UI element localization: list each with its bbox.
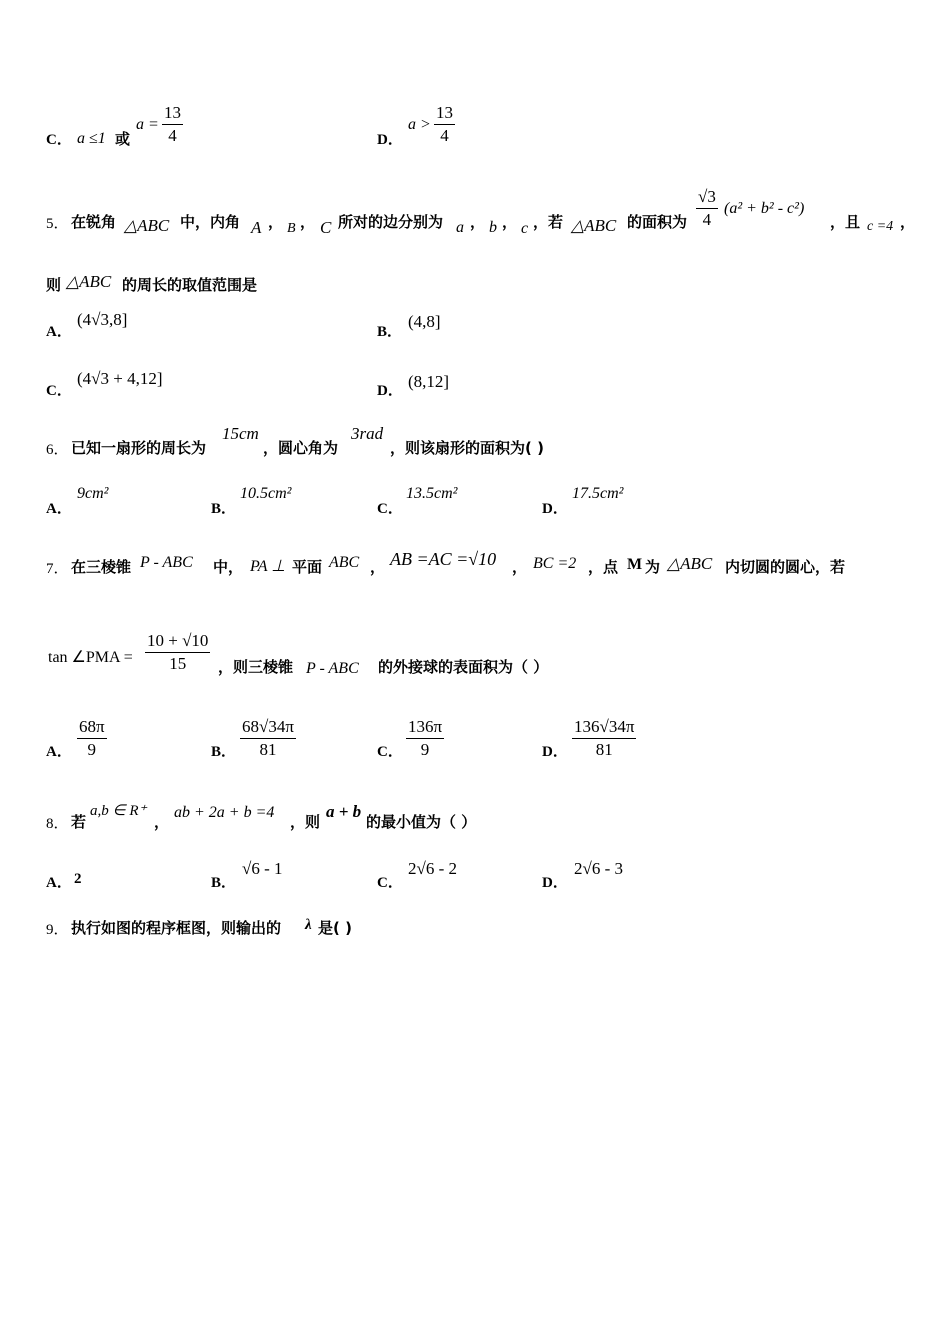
option-label: C． — [46, 132, 72, 148]
math-var: A — [251, 218, 262, 237]
question-text: 的周长的取值范围是 — [122, 276, 258, 294]
question-text: 的外接球的表面积为（ ） — [378, 658, 549, 676]
option-fraction: $\frac{68√34\pi}{81}$ — [242, 717, 294, 759]
math-var: b — [489, 219, 497, 236]
math-expr: ab + 2a + b =4 — [174, 804, 275, 821]
question-text: ，则三棱锥 — [218, 658, 294, 676]
option-expr: a > — [408, 116, 431, 133]
option-fraction: $\frac{13}{4}$ — [436, 103, 453, 145]
question-number: 7． — [46, 561, 69, 577]
math-var: λ — [305, 917, 312, 933]
question-text: 在锐角 — [71, 213, 117, 231]
math-expr: 15cm — [222, 424, 259, 443]
option-expr: a ≤1 — [77, 130, 106, 147]
option-expr: 2√6 - 3 — [574, 859, 623, 878]
question-text: 已知一扇形的周长为 — [71, 439, 207, 457]
option-label: C． — [377, 744, 403, 760]
option-label: D． — [542, 744, 568, 760]
question-text: ，圆心角为 — [263, 439, 339, 457]
option-expr: 2 — [74, 871, 82, 887]
option-expr: 10.5cm² — [240, 485, 292, 502]
math-expr: tan ∠PMA = — [48, 649, 133, 666]
question-text: ，则 — [290, 813, 321, 831]
question-text: ，且 — [830, 213, 861, 231]
question-text: 若 — [71, 813, 87, 831]
question-text: ，点 — [588, 558, 619, 576]
option-fraction: $\frac{13}{4}$ — [164, 103, 181, 145]
option-or: 或 — [115, 130, 131, 148]
question-number: 6． — [46, 442, 69, 458]
option-label: B． — [211, 744, 237, 760]
math-expr: (a² + b² - c²) — [724, 200, 805, 217]
math-expr: AB =AC =√10 — [390, 549, 497, 569]
math-triangle: △ABC — [571, 216, 617, 235]
option-label: D． — [542, 875, 568, 891]
option-label: D． — [542, 501, 568, 517]
math-var: c — [521, 220, 529, 237]
question-text: 则 — [46, 276, 62, 294]
option-label: A． — [46, 324, 72, 340]
option-label: B． — [211, 501, 237, 517]
option-label: B． — [377, 324, 403, 340]
question-text: 的面积为 — [627, 213, 688, 231]
math-var: a — [456, 219, 464, 236]
math-fraction: $\frac{10 + √10}{15}$ — [147, 631, 209, 673]
option-label: D． — [377, 383, 403, 399]
math-expr: P - ABC — [306, 660, 359, 677]
question-number: 9． — [46, 922, 69, 938]
math-triangle: △ABC — [124, 216, 170, 235]
question-text: 中， — [213, 558, 244, 576]
option-label: D． — [377, 132, 403, 148]
math-expr: a,b ∈ R⁺ — [90, 803, 147, 819]
option-expr: 13.5cm² — [406, 485, 458, 502]
option-fraction: $\frac{68\pi}{9}$ — [79, 717, 105, 759]
option-expr: 17.5cm² — [572, 485, 624, 502]
math-expr: PA ⊥ — [250, 558, 286, 575]
option-label: A． — [46, 875, 72, 891]
question-text: 是( ) — [318, 919, 352, 937]
question-number: 8． — [46, 816, 69, 832]
question-text: ，则该扇形的面积为( ) — [390, 439, 544, 457]
math-triangle: △ABC — [667, 554, 713, 573]
math-expr: P - ABC — [140, 554, 193, 571]
question-text: 的最小值为（ ） — [366, 813, 477, 831]
option-lhs: a = — [136, 116, 159, 133]
option-label: A． — [46, 501, 72, 517]
math-expr: a + b — [326, 802, 362, 821]
question-text: ，若 — [533, 213, 564, 231]
question-text: 内切圆的圆心，若 — [725, 558, 846, 576]
math-triangle: △ABC — [66, 272, 112, 291]
question-text: 为 — [645, 558, 661, 576]
option-fraction: $\frac{136√34\pi}{81}$ — [574, 717, 635, 759]
math-expr: ABC — [329, 554, 360, 571]
option-expr: (8,12] — [408, 372, 450, 391]
question-text: 所对的边分别为 — [338, 213, 444, 231]
math-var: M — [627, 556, 643, 573]
math-fraction: $\frac{√3}{4}$ — [698, 187, 716, 229]
option-label: C． — [46, 383, 72, 399]
option-expr: (4√3 + 4,12] — [77, 369, 163, 388]
math-expr: c =4 — [867, 219, 894, 234]
option-label: C． — [377, 875, 403, 891]
option-expr: √6 - 1 — [242, 859, 283, 878]
math-expr: 3rad — [351, 424, 384, 443]
math-var: C — [320, 218, 332, 237]
question-text: 执行如图的程序框图，则输出的 — [71, 919, 282, 937]
option-fraction: $\frac{136\pi}{9}$ — [408, 717, 443, 759]
option-expr: 9cm² — [77, 485, 109, 502]
question-number: 5． — [46, 216, 69, 232]
option-expr: (4√3,8] — [77, 310, 128, 329]
math-expr: BC =2 — [533, 555, 577, 572]
question-text: 在三棱锥 — [71, 558, 132, 576]
question-text: 中，内角 — [180, 213, 241, 231]
option-label: B． — [211, 875, 237, 891]
option-expr: (4,8] — [408, 312, 441, 331]
question-text: 平面 — [292, 558, 323, 576]
math-var: B — [287, 221, 296, 236]
option-label: C． — [377, 501, 403, 517]
option-expr: 2√6 - 2 — [408, 859, 457, 878]
option-label: A． — [46, 744, 72, 760]
